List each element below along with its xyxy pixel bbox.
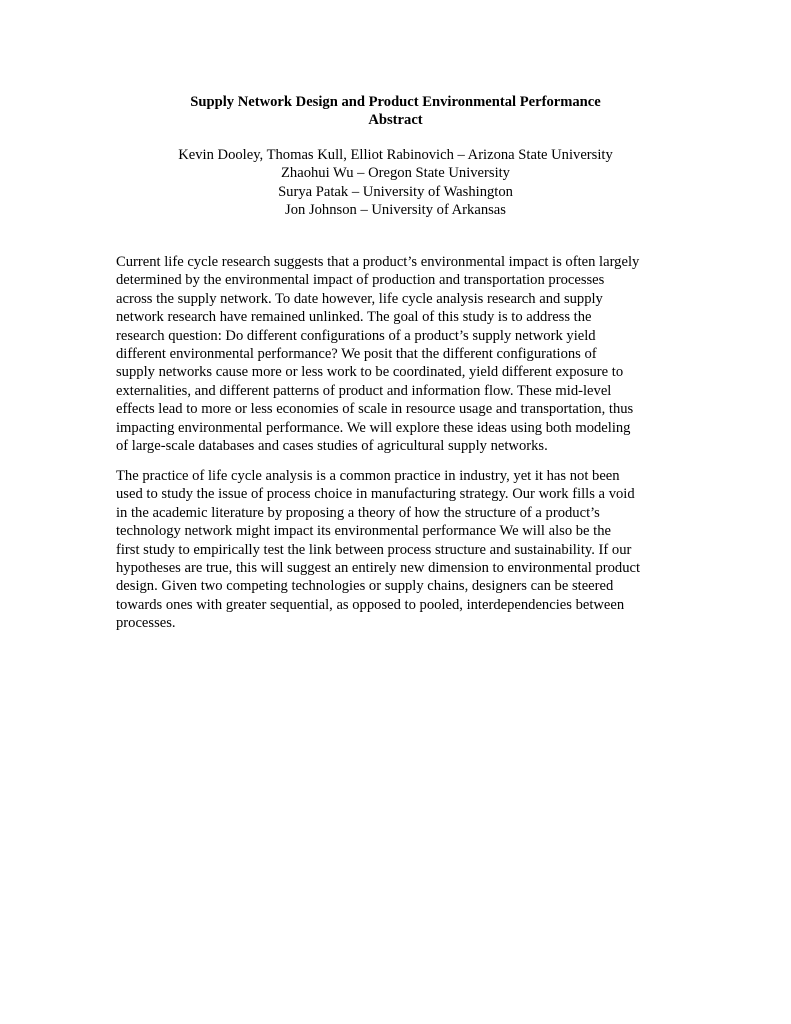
text-line: different environmental performance? We posit that the different configurations of	[116, 346, 597, 363]
author-line: Zhaohui Wu – Oregon State University	[281, 165, 510, 182]
text-line: The practice of life cycle analysis is a common practice in industry, yet it has not been	[116, 468, 620, 484]
author-line: Surya Patak – University of Washington	[278, 183, 513, 200]
text-line: effects lead to more or less economies of scale in resource usage and transportation, thus	[116, 401, 634, 418]
text-line: impacting environmental performance. We will explore these ideas using both modeling	[116, 419, 631, 436]
abstract-paragraph-1	[116, 253, 639, 455]
author-list	[0, 146, 791, 219]
text-line: technology network might impact its environmental performance We will also be the	[116, 523, 612, 540]
author-line: Jon Johnson – University of Arkansas	[285, 201, 506, 218]
text-line: processes.	[116, 615, 176, 632]
author-line: Kevin Dooley, Thomas Kull, Elliot Rabinovich – Arizona State University	[178, 147, 613, 163]
text-line: towards ones with greater sequential, as opposed to pooled, interdependencies between	[116, 596, 625, 613]
text-line: used to study the issue of process choice in manufacturing strategy. Our work fills a void	[116, 486, 635, 503]
text-line: externalities, and different patterns of product and information flow. These mid-level	[116, 382, 612, 399]
abstract-paragraph-2	[116, 467, 640, 633]
text-line: first study to empirically test the link between process structure and sustainability. If our	[116, 541, 632, 558]
text-line: design. Given two competing technologies or supply chains, designers can be steered	[116, 578, 614, 595]
text-line: research question: Do different configurations of a product’s supply network yield	[116, 327, 596, 344]
text-line: in the academic literature by proposing a theory of how the structure of a product’s	[116, 504, 600, 521]
document-title: Supply Network Design and Product Environmental Performance	[190, 94, 601, 110]
text-line: across the supply network. To date however, life cycle analysis research and supply	[116, 290, 603, 307]
text-line: determined by the environmental impact of production and transportation processes	[116, 272, 605, 289]
text-line: network research have remained unlinked. The goal of this study is to address the	[116, 309, 592, 326]
document-subtitle: Abstract	[368, 112, 423, 128]
text-line: hypotheses are true, this will suggest an entirely new dimension to environmental product	[116, 560, 641, 577]
text-line: of large-scale databases and cases studies of agricultural supply networks.	[116, 438, 548, 455]
text-line: Current life cycle research suggests that a product’s environmental impact is often largely	[116, 254, 640, 270]
text-line: supply networks cause more or less work to be coordinated, yield different exposure to	[116, 364, 624, 381]
